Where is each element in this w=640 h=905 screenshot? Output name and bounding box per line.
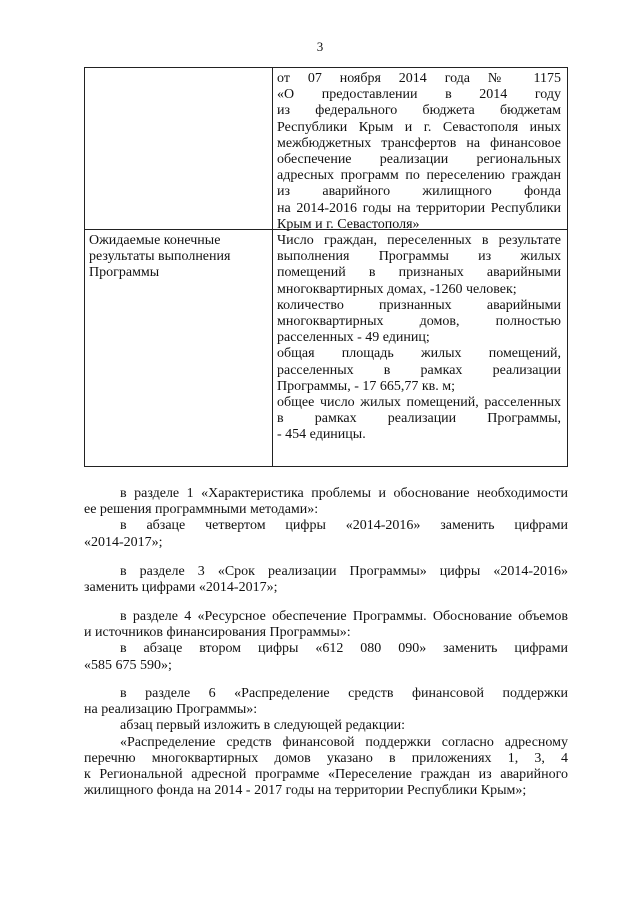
text-line: в рамках реализации Программы,: [277, 411, 561, 427]
text-line: в разделе 6 «Распределение средств финансовой поддержки: [120, 686, 568, 701]
text-line: в разделе 1 «Характеристика проблемы и обоснование необходимости: [120, 486, 568, 501]
table-row2-right-cell: [277, 233, 561, 444]
page-number: 3: [316, 39, 324, 54]
text-line: на реализацию Программы»:: [84, 702, 258, 718]
text-line: многоквартирных домов, полностью: [277, 314, 561, 330]
table-row1-right-cell: [277, 71, 561, 233]
text-line: расселенных в рамках реализации: [277, 362, 561, 378]
text-line: Программы: [89, 265, 160, 281]
text-line: из федерального бюджета бюджетам: [277, 103, 561, 119]
text-line: к Региональной адресной программе «Переселение граждан из аварийного: [84, 767, 568, 783]
text-line: Программы, - 17 665,77 кв. м;: [277, 378, 456, 394]
text-line: заменить цифрами «2014-2017»;: [84, 580, 278, 596]
text-line: перечню многоквартирных домов указано в приложениях 1, 3, 4: [84, 750, 568, 766]
text-line: расселенных - 49 единиц;: [277, 330, 430, 346]
paragraph-section-1: [84, 486, 568, 551]
table-column-divider: [272, 68, 273, 466]
program-passport-table: [84, 67, 568, 467]
text-line: количество признанных аварийными: [277, 297, 561, 313]
paragraph-section-4: [84, 609, 568, 674]
text-line: обеспечение реализации региональных: [277, 152, 561, 168]
text-line: общая площадь жилых помещений,: [277, 346, 561, 362]
text-line: ее решения программными методами»:: [84, 502, 319, 518]
text-line: помещений в признаных аварийными: [277, 265, 561, 281]
text-line: Крым и г. Севастополя»: [277, 216, 420, 232]
text-line: «585 675 590»;: [84, 657, 172, 673]
text-line: выполнения Программы из жилых: [277, 249, 561, 265]
text-line: «Распределение средств финансовой поддержки согласно адресному: [120, 734, 568, 750]
text-line: - 454 единицы.: [277, 427, 366, 443]
text-line: Число граждан, переселенных в результате: [277, 233, 561, 248]
paragraph-section-3: [84, 564, 568, 596]
text-line: результаты выполнения: [89, 249, 231, 265]
text-line: от 07 ноября 2014 года № 1175: [277, 71, 561, 86]
text-line: абзац первый изложить в следующей редакции:: [120, 718, 406, 734]
paragraph-section-6: [84, 686, 568, 799]
text-line: в абзаце втором цифры «612 080 090» заменить цифрами: [120, 641, 568, 657]
text-line: в абзаце четвертом цифры «2014-2016» заменить цифрами: [120, 518, 568, 534]
text-line: адресных программ по переселению граждан: [277, 168, 561, 184]
text-line: в разделе 4 «Ресурсное обеспечение Программы. Обоснование объемов: [120, 609, 568, 624]
text-line: в разделе 3 «Срок реализации Программы» цифры «2014-2016»: [120, 564, 568, 579]
text-line: Республики Крым и г. Севастополя иных: [277, 119, 561, 135]
text-line: «2014-2017»;: [84, 534, 163, 550]
text-line: многоквартирных домах, -1260 человек;: [277, 281, 517, 297]
text-line: и источников финансирования Программы»:: [84, 625, 351, 641]
text-line: на 2014-2016 годы на территории Республики: [277, 200, 561, 216]
text-line: общее число жилых помещений, расселенных: [277, 395, 561, 411]
text-line: жилищного фонда на 2014 - 2017 годы на территории Республики Крым»;: [84, 783, 527, 799]
text-line: межбюджетных трансфертов на финансовое: [277, 135, 561, 151]
text-line: из аварийного жилищного фонда: [277, 184, 561, 200]
table-row2-left-cell: [89, 233, 267, 282]
text-line: Ожидаемые конечные: [89, 233, 221, 248]
text-line: «О предоставлении в 2014 году: [277, 87, 561, 103]
